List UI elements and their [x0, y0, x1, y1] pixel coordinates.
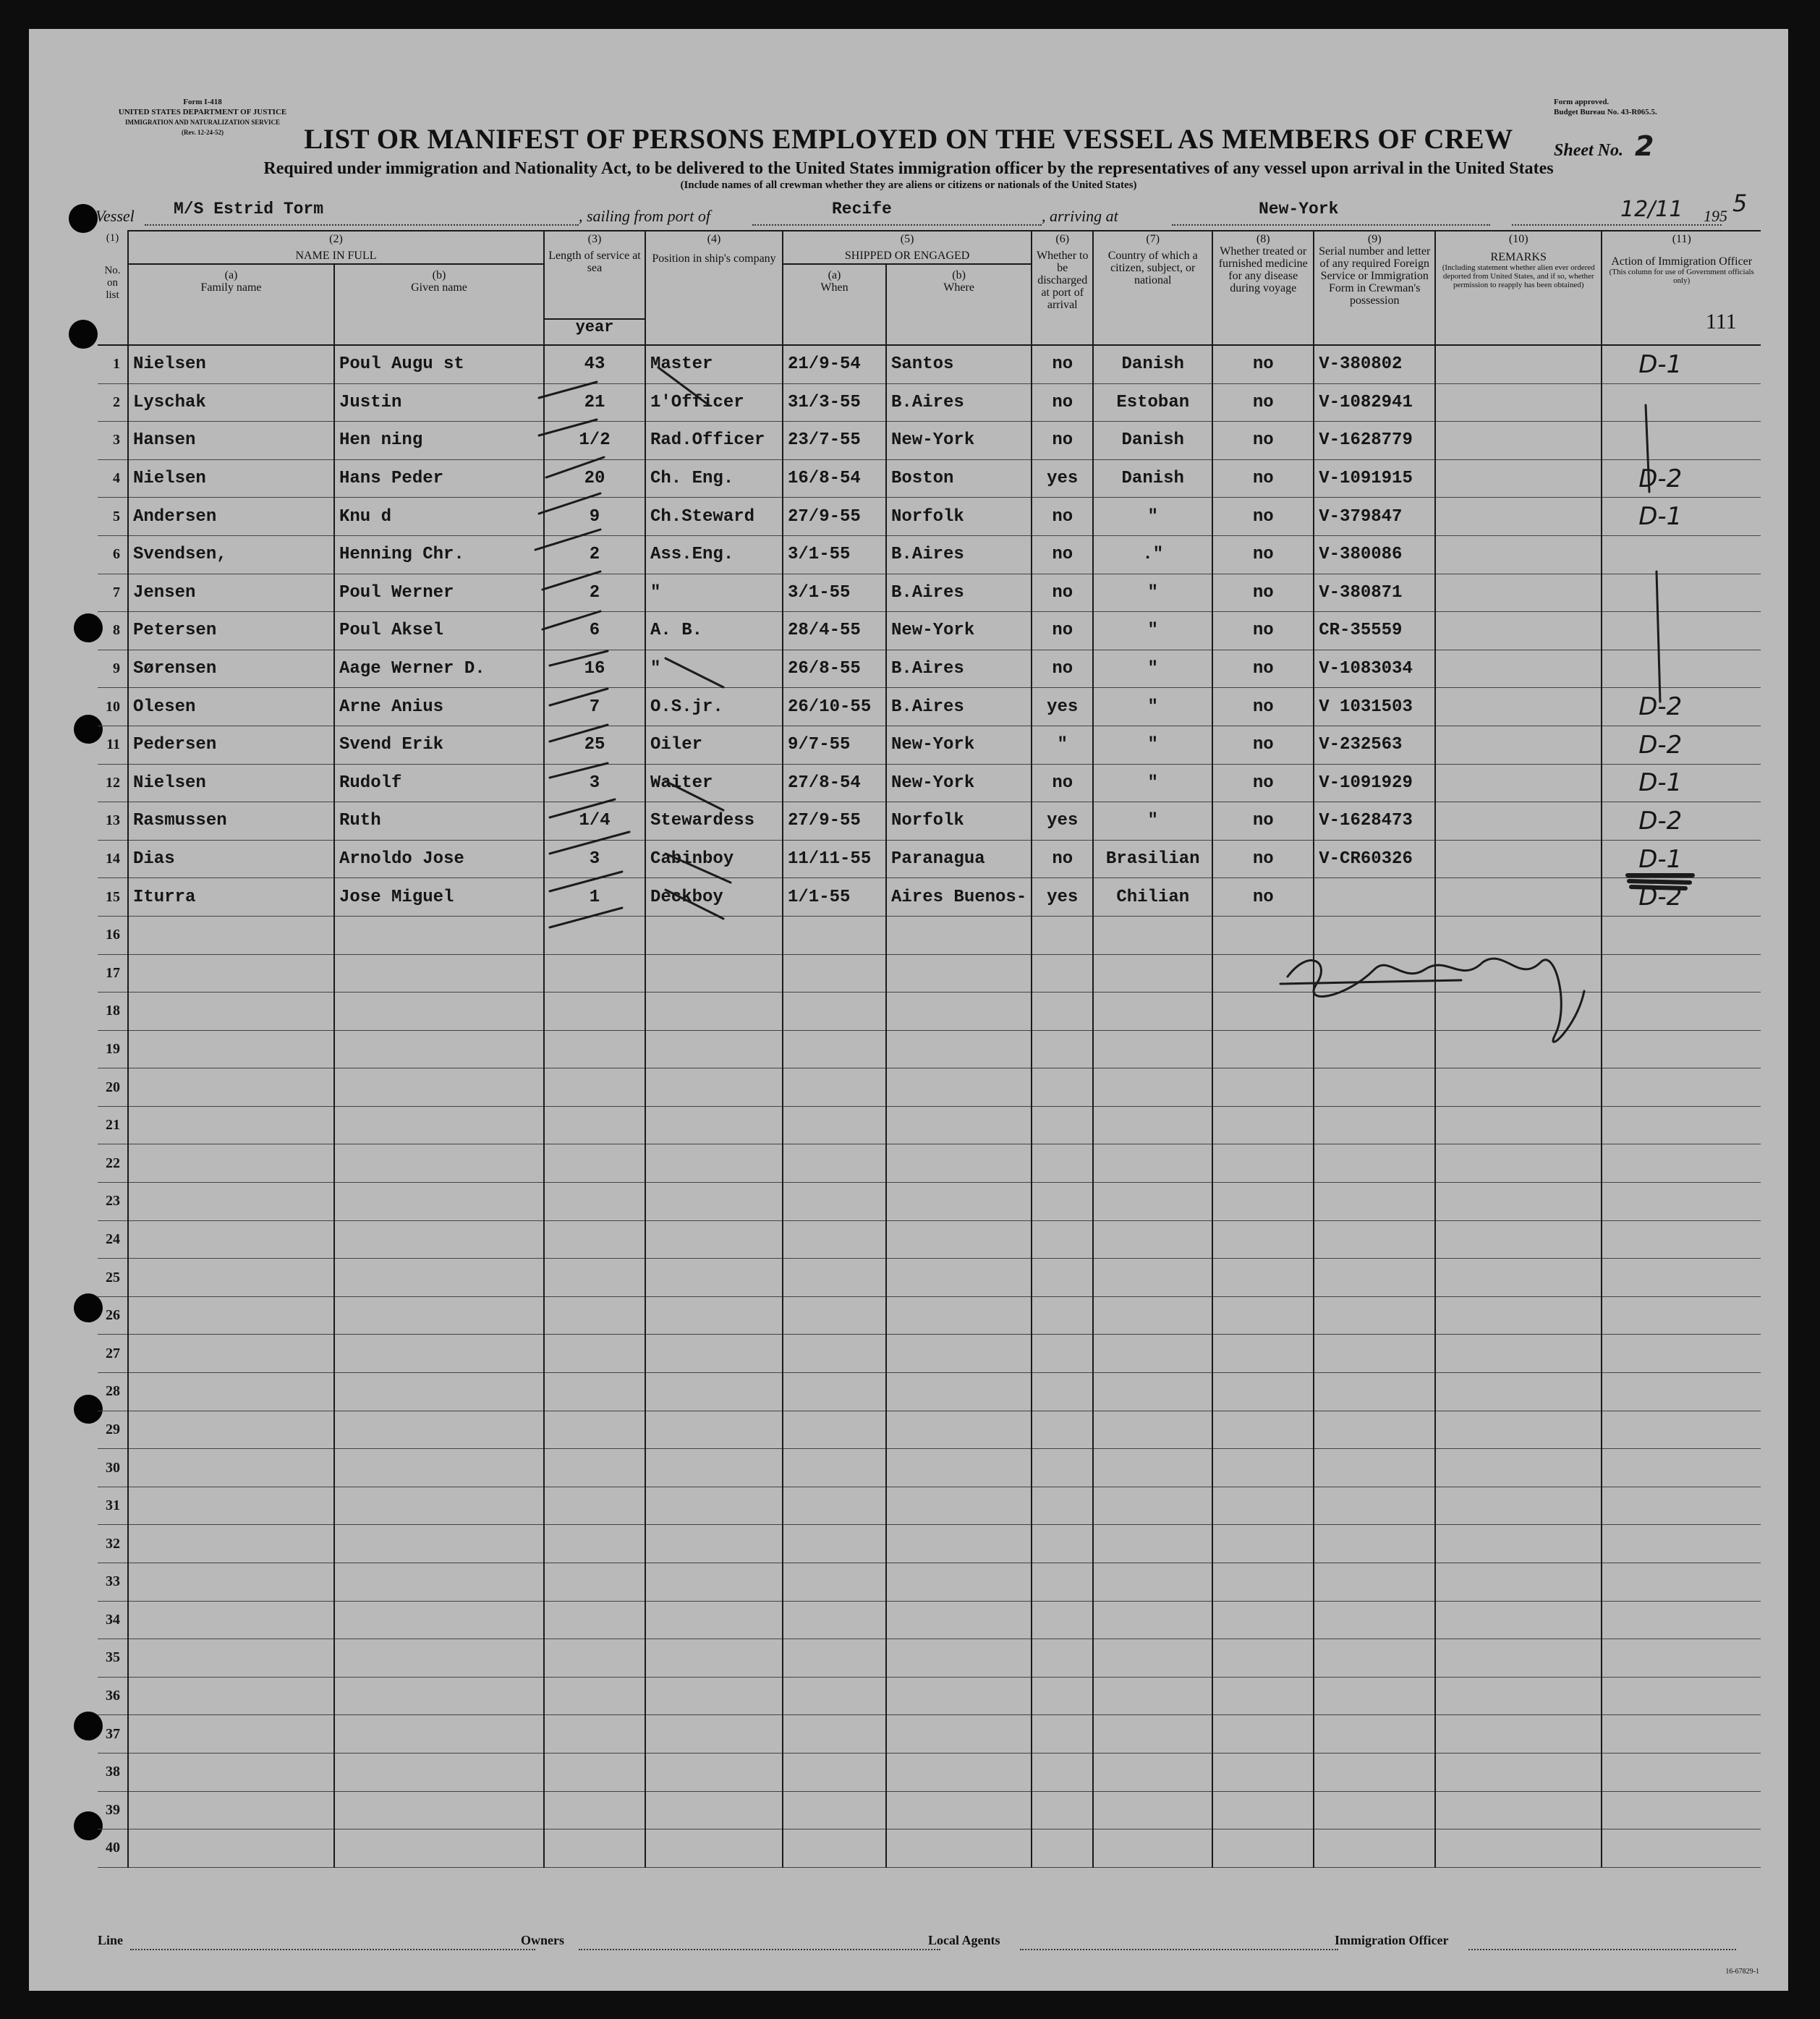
shipped-where-cell: B.Aires [886, 383, 1032, 422]
officer-action-cell: D-2 [1602, 878, 1761, 917]
col-country-label: Country of which a citizen, subject, or national [1107, 250, 1198, 286]
line-number: 9 [98, 650, 128, 688]
shipped-where-cell: New-York [886, 726, 1032, 764]
footer-owners-rule [579, 1949, 940, 1950]
medicine-cell: no [1212, 498, 1314, 536]
given-name-cell: Hen ning [334, 422, 544, 460]
given-name-cell: Hans Peder [334, 459, 544, 498]
discharge-cell: yes [1032, 459, 1093, 498]
discharge-cell: no [1032, 574, 1093, 612]
position-strike-mark [658, 367, 709, 405]
line-number: 24 [98, 1220, 128, 1259]
col-country-num: (7) [1146, 233, 1160, 245]
line-number: 30 [98, 1449, 128, 1487]
year-prefix: 195 [1704, 207, 1727, 225]
serial-number-cell: V-1628779 [1314, 422, 1435, 460]
medicine-cell: no [1212, 878, 1314, 917]
shipped-when-cell: 9/7-55 [783, 726, 886, 764]
position-cell: Deckboy [645, 878, 783, 917]
position-cell: 1'Officer [645, 383, 783, 422]
given-name-cell: Ruth [334, 802, 544, 841]
service-length-cell: 2 [544, 535, 645, 574]
col-discharge-label: Whether to be discharged at port of arrival [1036, 250, 1089, 311]
col-family-label: Family name [200, 281, 262, 294]
position-cell: Ch. Eng. [645, 459, 783, 498]
service-check-mark [550, 763, 608, 778]
col-serial-label: Serial number and letter of any required Foreign Service or Immigration Form in Crewman's possession [1319, 245, 1431, 307]
shipped-where-cell: New-York [886, 612, 1032, 650]
col-no-label: No. on list [104, 265, 121, 301]
position-cell: Oiler [645, 726, 783, 764]
country-cell: " [1093, 802, 1212, 841]
country-cell: Danish [1093, 422, 1212, 460]
discharge-cell: no [1032, 840, 1093, 878]
line-number: 15 [98, 878, 128, 917]
officer-action-cell: D-1 [1602, 498, 1761, 536]
service-length-cell: 21 [544, 383, 645, 422]
arriving-label: , arriving at [1042, 207, 1118, 225]
position-cell: Waiter [645, 764, 783, 802]
page-title: LIST OR MANIFEST OF PERSONS EMPLOYED ON THE VESSEL AS MEMBERS OF CREW [304, 124, 1513, 155]
family-name-cell: Lyschak [128, 383, 334, 422]
footer-agents-label: Local Agents [928, 1933, 1000, 1947]
service-length-cell: 6 [544, 612, 645, 650]
serial-number-cell: V-CR60326 [1314, 840, 1435, 878]
officer-action-cell: D-2 [1602, 688, 1761, 726]
country-cell: " [1093, 498, 1212, 536]
line-number: 3 [98, 422, 128, 460]
line-number: 38 [98, 1753, 128, 1791]
shipped-where-cell: Paranagua [886, 840, 1032, 878]
shipped-when-cell: 31/3-55 [783, 383, 886, 422]
officer-signature-mark [1288, 959, 1584, 1042]
col-service-num: (3) [587, 233, 602, 245]
family-name-cell: Hansen [128, 422, 334, 460]
shipped-when-cell: 26/8-55 [783, 650, 886, 688]
line-number: 20 [98, 1068, 128, 1107]
shipped-when-cell: 27/9-55 [783, 802, 886, 841]
service-check-mark [539, 493, 600, 514]
service-check-mark [550, 689, 608, 705]
shipped-when-cell: 26/10-55 [783, 688, 886, 726]
form-number: Form I-418 [183, 98, 222, 106]
line-number: 18 [98, 993, 128, 1031]
department: UNITED STATES DEPARTMENT OF JUSTICE [118, 108, 287, 116]
discharge-cell: yes [1032, 878, 1093, 917]
line-number: 6 [98, 535, 128, 574]
year-suffix: 5 [1732, 190, 1748, 217]
country-cell: " [1093, 764, 1212, 802]
line-number: 25 [98, 1259, 128, 1297]
line-number: 12 [98, 764, 128, 802]
footer-owners-label: Owners [521, 1933, 564, 1947]
line-number: 2 [98, 383, 128, 422]
country-cell: " [1093, 650, 1212, 688]
col-where-num: (b) [952, 269, 966, 281]
position-strike-mark [666, 781, 723, 810]
country-cell: ." [1093, 535, 1212, 574]
shipped-where-cell: Santos [886, 345, 1032, 383]
serial-number-cell: V-380802 [1314, 345, 1435, 383]
family-name-cell: Svendsen, [128, 535, 334, 574]
line-number: 17 [98, 954, 128, 993]
line-number: 37 [98, 1715, 128, 1754]
col-name-label: NAME IN FULL [295, 250, 377, 262]
service-check-mark [543, 611, 600, 629]
shipped-where-cell: New-York [886, 764, 1032, 802]
service-length-cell: 7 [544, 688, 645, 726]
position-cell: A. B. [645, 612, 783, 650]
discharge-cell: no [1032, 345, 1093, 383]
col-service-label: Length of service at sea [548, 250, 641, 274]
serial-number-cell: V-1082941 [1314, 383, 1435, 422]
shipped-where-cell: B.Aires [886, 574, 1032, 612]
service-check-mark [539, 382, 597, 398]
discharge-cell: no [1032, 650, 1093, 688]
country-cell: " [1093, 688, 1212, 726]
line-number: 14 [98, 840, 128, 878]
line-number: 10 [98, 688, 128, 726]
budget-bureau: Budget Bureau No. 43-R065.5. [1554, 108, 1657, 116]
shipped-where-cell: B.Aires [886, 535, 1032, 574]
col-position-label: Position in ship's company [652, 252, 776, 265]
shipped-when-cell: 27/9-55 [783, 498, 886, 536]
line-number: 31 [98, 1487, 128, 1525]
shipped-where-cell: New-York [886, 422, 1032, 460]
vessel-label: Vessel [95, 207, 135, 225]
sheet-value: 2 [1635, 130, 1654, 162]
family-name-cell: Iturra [128, 878, 334, 917]
shipped-where-cell: Aires Buenos- [886, 878, 1032, 917]
service-length-cell: 3 [544, 764, 645, 802]
position-cell: Stewardess [645, 802, 783, 841]
service-length-cell: 1/4 [544, 802, 645, 841]
shipped-when-cell: 3/1-55 [783, 535, 886, 574]
footer-line-label: Line [98, 1933, 124, 1947]
sailing-label: , sailing from port of [579, 207, 710, 225]
medicine-cell: no [1212, 802, 1314, 841]
given-name-cell: Aage Werner D. [334, 650, 544, 688]
service-check-mark [535, 530, 600, 550]
line-number: 21 [98, 1106, 128, 1144]
line-number: 19 [98, 1030, 128, 1068]
action-bracket-mark [1646, 405, 1649, 492]
col-action-label: Action of Immigration Officer [1611, 255, 1753, 268]
medicine-cell: no [1212, 383, 1314, 422]
serial-number-cell: V-379847 [1314, 498, 1435, 536]
family-name-cell: Nielsen [128, 345, 334, 383]
family-name-cell: Nielsen [128, 764, 334, 802]
sailing-from: Recife [832, 200, 892, 218]
discharge-cell: no [1032, 422, 1093, 460]
shipped-when-cell: 1/1-55 [783, 878, 886, 917]
discharge-cell: no [1032, 764, 1093, 802]
action-scribble-mark [1628, 875, 1693, 888]
line-number: 5 [98, 498, 128, 536]
family-name-cell: Nielsen [128, 459, 334, 498]
col-remarks-note: (Including statement whether alien ever ordered deported from United States, and if so, whether permission to reapply has been obtained) [1442, 263, 1595, 289]
service-check-mark [543, 571, 600, 590]
family-name-cell: Petersen [128, 612, 334, 650]
officer-action-cell: D-1 [1602, 840, 1761, 878]
col-given-label: Given name [411, 281, 467, 294]
family-name-cell: Jensen [128, 574, 334, 612]
col-remarks-num: (10) [1508, 233, 1528, 245]
given-name-cell: Poul Werner [334, 574, 544, 612]
given-name-cell: Justin [334, 383, 544, 422]
family-name-cell: Sørensen [128, 650, 334, 688]
given-name-cell: Svend Erik [334, 726, 544, 764]
service-length-cell: 3 [544, 840, 645, 878]
arrival-date: 12/11 [1620, 197, 1683, 222]
shipped-when-cell: 23/7-55 [783, 422, 886, 460]
col-shipped-num: (5) [900, 233, 914, 245]
service-length-cell: 2 [544, 574, 645, 612]
medicine-cell: no [1212, 650, 1314, 688]
serial-number-cell: V-232563 [1314, 726, 1435, 764]
shipped-where-cell: Norfolk [886, 802, 1032, 841]
given-name-cell: Jose Miguel [334, 878, 544, 917]
service-length-cell: 16 [544, 650, 645, 688]
col-given-num: (b) [432, 269, 446, 281]
line-number: 29 [98, 1411, 128, 1449]
position-cell: Rad.Officer [645, 422, 783, 460]
service-check-mark [550, 651, 608, 666]
shipped-when-cell: 16/8-54 [783, 459, 886, 498]
country-cell: " [1093, 574, 1212, 612]
service-name: IMMIGRATION AND NATURALIZATION SERVICE [125, 119, 280, 126]
position-cell: Master [645, 345, 783, 383]
footer-line-rule [130, 1949, 535, 1950]
medicine-cell: no [1212, 345, 1314, 383]
discharge-cell: no [1032, 498, 1093, 536]
given-name-cell: Henning Chr. [334, 535, 544, 574]
discharge-cell: no [1032, 383, 1093, 422]
col-discharge-num: (6) [1055, 233, 1070, 245]
action-bracket-mark [1657, 571, 1660, 702]
given-name-cell: Poul Augu st [334, 345, 544, 383]
country-cell: " [1093, 726, 1212, 764]
serial-number-cell: V-380086 [1314, 535, 1435, 574]
service-check-mark [539, 420, 597, 435]
shipped-when-cell: 3/1-55 [783, 574, 886, 612]
shipped-where-cell: B.Aires [886, 650, 1032, 688]
discharge-cell: " [1032, 726, 1093, 764]
medicine-cell: no [1212, 574, 1314, 612]
footer-agents-rule [1020, 1949, 1338, 1950]
line-number: 7 [98, 574, 128, 612]
col-serial-num: (9) [1367, 233, 1382, 245]
country-cell: " [1093, 612, 1212, 650]
col-medicine-label: Whether treated or furnished medicine for any disease during voyage [1218, 245, 1308, 294]
line-number: 34 [98, 1601, 128, 1639]
line-number: 13 [98, 802, 128, 841]
serial-number-cell: V-1083034 [1314, 650, 1435, 688]
shipped-when-cell: 28/4-55 [783, 612, 886, 650]
given-name-cell: Arnoldo Jose [334, 840, 544, 878]
shipped-when-cell: 11/11-55 [783, 840, 886, 878]
line-number: 33 [98, 1563, 128, 1602]
vessel-name: M/S Estrid Torm [174, 200, 324, 218]
line-number: 16 [98, 916, 128, 954]
medicine-cell: no [1212, 726, 1314, 764]
serial-number-cell: V-1628473 [1314, 802, 1435, 841]
col-when-num: (a) [828, 269, 841, 281]
manifest-sheet [29, 29, 1788, 1991]
col-medicine-num: (8) [1256, 233, 1270, 245]
medicine-cell: no [1212, 612, 1314, 650]
medicine-cell: no [1212, 535, 1314, 574]
service-length-cell: 1/2 [544, 422, 645, 460]
given-name-cell: Poul Aksel [334, 612, 544, 650]
sheet-label: Sheet No. [1554, 141, 1623, 160]
form-code: 16-67829-1 [1725, 1968, 1759, 1976]
col-action-num: (11) [1672, 233, 1691, 245]
shipped-when-cell: 27/8-54 [783, 764, 886, 802]
medicine-cell: no [1212, 459, 1314, 498]
officer-action-cell: D-2 [1602, 802, 1761, 841]
family-name-cell: Olesen [128, 688, 334, 726]
given-name-cell: Knu d [334, 498, 544, 536]
col-service-unit: year [575, 318, 614, 336]
family-name-cell: Andersen [128, 498, 334, 536]
officer-signature-mark [1280, 980, 1461, 984]
discharge-cell: yes [1032, 802, 1093, 841]
shipped-where-cell: Norfolk [886, 498, 1032, 536]
line-number: 35 [98, 1639, 128, 1678]
discharge-cell: yes [1032, 688, 1093, 726]
serial-number-cell: V-1091929 [1314, 764, 1435, 802]
officer-action-cell: D-2 [1602, 459, 1761, 498]
given-name-cell: Arne Anius [334, 688, 544, 726]
include-note: (Include names of all crewman whether they are aliens or citizens or nationals of the United States) [680, 179, 1137, 191]
revision: (Rev. 12-24-52) [182, 129, 224, 136]
footer-officer-label: Immigration Officer [1335, 1933, 1449, 1947]
position-cell: Cabinboy [645, 840, 783, 878]
handwriting-layer [29, 29, 1788, 1991]
line-number: 22 [98, 1144, 128, 1183]
shipped-where-cell: B.Aires [886, 688, 1032, 726]
officer-action-cell: D-1 [1602, 764, 1761, 802]
service-check-mark [550, 799, 615, 817]
medicine-cell: no [1212, 688, 1314, 726]
position-cell: " [645, 650, 783, 688]
country-cell: Estoban [1093, 383, 1212, 422]
country-cell: Chilian [1093, 878, 1212, 917]
col-shipped-label: SHIPPED OR ENGAGED [844, 250, 970, 262]
col-name-num: (2) [329, 233, 343, 245]
country-cell: Danish [1093, 345, 1212, 383]
col-no-num: (1) [106, 232, 119, 244]
line-number: 28 [98, 1373, 128, 1411]
family-name-cell: Dias [128, 840, 334, 878]
country-cell: Brasilian [1093, 840, 1212, 878]
position-cell: Ch.Steward [645, 498, 783, 536]
arriving-at: New-York [1259, 200, 1339, 218]
line-number: 11 [98, 726, 128, 764]
position-cell: " [645, 574, 783, 612]
col-family-num: (a) [224, 269, 238, 281]
service-check-mark [550, 872, 622, 891]
medicine-cell: no [1212, 422, 1314, 460]
line-number: 27 [98, 1335, 128, 1373]
line-number: 23 [98, 1183, 128, 1221]
col-action-note: (This column for use of Government officials only) [1609, 268, 1754, 285]
discharge-cell: no [1032, 535, 1093, 574]
family-name-cell: Pedersen [128, 726, 334, 764]
line-number: 36 [98, 1677, 128, 1715]
medicine-cell: no [1212, 840, 1314, 878]
serial-number-cell: V-380871 [1314, 574, 1435, 612]
service-check-mark [550, 725, 608, 741]
col-where-label: Where [943, 281, 974, 294]
serial-number-cell: V 1031503 [1314, 688, 1435, 726]
service-length-cell: 25 [544, 726, 645, 764]
service-check-mark [550, 908, 622, 927]
line-number: 39 [98, 1791, 128, 1829]
subtitle: Required under immigration and Nationality Act, to be delivered to the United States immigration officer by the representatives of any vessel upon arrival in the United States [263, 159, 1554, 178]
officer-action-cell: D-2 [1602, 726, 1761, 764]
service-check-mark [546, 457, 604, 477]
given-name-cell: Rudolf [334, 764, 544, 802]
family-name-cell: Rasmussen [128, 802, 334, 841]
service-length-cell: 9 [544, 498, 645, 536]
officer-action-cell: D-1 [1602, 345, 1761, 383]
line-number: 26 [98, 1296, 128, 1335]
position-cell: Ass.Eng. [645, 535, 783, 574]
col-position-num: (4) [707, 233, 721, 245]
position-strike-mark [666, 854, 731, 883]
service-length-cell: 20 [544, 459, 645, 498]
service-length-cell: 1 [544, 878, 645, 917]
discharge-cell: no [1032, 612, 1093, 650]
position-strike-mark [666, 658, 723, 687]
position-strike-mark [666, 890, 723, 919]
country-cell: Danish [1093, 459, 1212, 498]
line-number: 40 [98, 1829, 128, 1868]
col-remarks-label: REMARKS [1490, 251, 1547, 263]
shipped-where-cell: Boston [886, 459, 1032, 498]
position-cell: O.S.jr. [645, 688, 783, 726]
stamp-number: 111 [1706, 310, 1737, 333]
serial-number-cell: CR-35559 [1314, 612, 1435, 650]
line-number: 8 [98, 612, 128, 650]
line-number: 32 [98, 1525, 128, 1563]
line-number: 4 [98, 459, 128, 498]
footer [29, 1924, 1788, 1953]
medicine-cell: no [1212, 764, 1314, 802]
service-check-mark [550, 832, 629, 854]
line-number: 1 [98, 345, 128, 383]
serial-number-cell: V-1091915 [1314, 459, 1435, 498]
col-when-label: When [820, 281, 849, 294]
shipped-when-cell: 21/9-54 [783, 345, 886, 383]
service-length-cell: 43 [544, 345, 645, 383]
form-approved: Form approved. [1554, 98, 1609, 106]
footer-officer-rule [1468, 1949, 1736, 1950]
